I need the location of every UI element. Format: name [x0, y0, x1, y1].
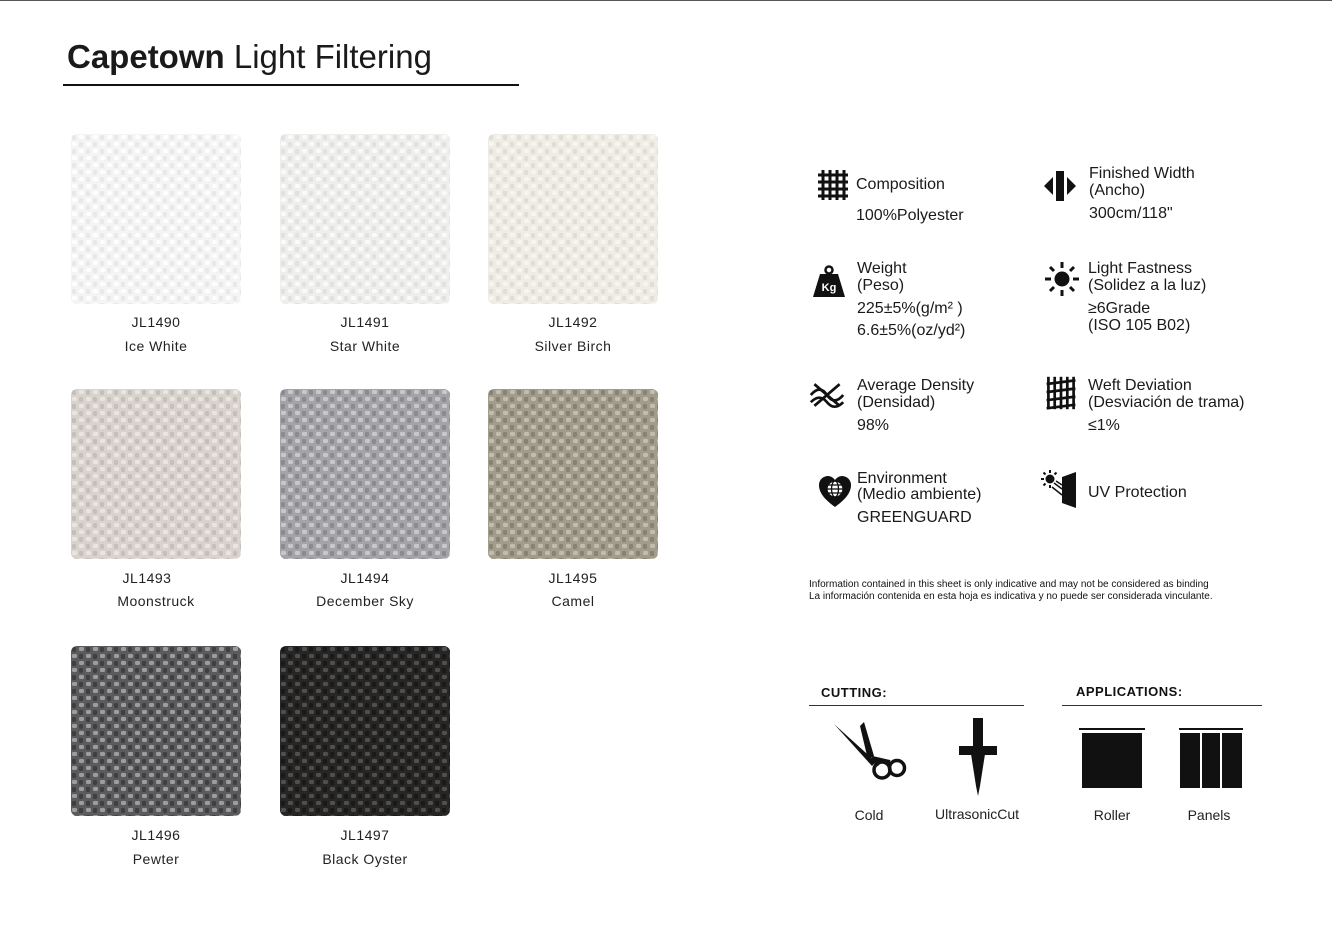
spec-sublabel: (Peso) — [857, 277, 905, 294]
heart-globe-icon — [817, 474, 853, 510]
spec-label: Environment — [857, 470, 947, 487]
swatch-code: JL1496 — [131, 827, 181, 843]
fabric-swatch-jl1497[interactable] — [280, 646, 450, 816]
spec-label: Finished Width — [1089, 165, 1195, 182]
swatch-code: JL1490 — [131, 314, 181, 330]
fabric-texture — [280, 134, 450, 304]
applications-title: APPLICATIONS: — [1076, 684, 1183, 699]
title-bold: Capetown — [67, 38, 225, 75]
fabric-texture — [488, 389, 658, 559]
swatch-code: JL1493 — [122, 570, 172, 586]
spec-finished-width — [1089, 165, 1195, 222]
swatch-name: Pewter — [132, 851, 180, 867]
spec-label: Weight — [857, 260, 907, 277]
width-arrows-icon — [1042, 168, 1078, 204]
swatch-name: Moonstruck — [117, 593, 195, 609]
spec-label: Weft Deviation — [1088, 377, 1192, 394]
spec-value: ≤1% — [1088, 417, 1120, 434]
swatch-code: JL1491 — [340, 314, 390, 330]
uv-window-icon — [1040, 469, 1080, 509]
spec-value: 100%Polyester — [856, 207, 964, 224]
swatch-name: December Sky — [316, 593, 414, 609]
fabric-swatch-jl1493[interactable] — [71, 389, 241, 559]
top-border — [0, 0, 1332, 1]
spec-value: (ISO 105 B02) — [1088, 317, 1191, 334]
fabric-swatch-jl1496[interactable] — [71, 646, 241, 816]
fabric-swatch-jl1494[interactable] — [280, 389, 450, 559]
cutting-ultrasonic-label: UltrasonicCut — [934, 806, 1020, 822]
density-weave-icon — [809, 377, 845, 413]
swatch-code: JL1492 — [548, 314, 598, 330]
spec-label: Average Density — [857, 377, 975, 394]
spec-environment — [857, 472, 982, 526]
spec-sublabel: (Ancho) — [1089, 182, 1146, 199]
disclaimer-es: La información contenida en esta hoja es indicativa y no puede ser considerada vinculante. — [809, 591, 1213, 602]
cutting-rule — [809, 705, 1024, 706]
title-underline — [63, 84, 519, 86]
spec-value: 300cm/118" — [1089, 205, 1173, 222]
swatch-name: Star White — [329, 338, 401, 354]
fabric-texture — [71, 646, 241, 816]
swatch-name: Silver Birch — [534, 338, 612, 354]
spec-light-fastness — [1088, 260, 1206, 334]
spec-uv-protection — [1088, 484, 1187, 501]
fabric-swatch-jl1490[interactable] — [71, 134, 241, 304]
fabric-texture — [71, 134, 241, 304]
grid-icon — [815, 167, 851, 203]
spec-density — [857, 377, 974, 434]
cutting-cold-label: Cold — [854, 807, 884, 823]
scissors-icon — [830, 720, 908, 782]
sun-icon — [1044, 261, 1080, 297]
page-title — [67, 38, 432, 76]
panels-icon — [1179, 726, 1243, 790]
application-roller-label: Roller — [1093, 807, 1131, 823]
fabric-swatch-jl1495[interactable] — [488, 389, 658, 559]
spec-sublabel: (Medio ambiente) — [857, 486, 982, 503]
swatch-code: JL1494 — [340, 570, 390, 586]
swatch-name: Camel — [551, 593, 595, 609]
spec-value: 98% — [857, 417, 890, 434]
spec-value: GREENGUARD — [857, 509, 972, 526]
fabric-texture — [280, 389, 450, 559]
fabric-texture — [71, 389, 241, 559]
ultrasonic-cutter-icon — [955, 716, 1001, 798]
weight-kg-icon — [811, 264, 847, 300]
cutting-title: CUTTING: — [821, 685, 888, 700]
swatch-name: Ice White — [124, 338, 188, 354]
spec-sublabel: (Solidez a la luz) — [1088, 277, 1207, 294]
spec-label: Light Fastness — [1088, 260, 1193, 277]
application-panels-label: Panels — [1187, 807, 1231, 823]
fabric-texture — [488, 134, 658, 304]
spec-weft-deviation — [1088, 377, 1245, 434]
spec-label: UV Protection — [1088, 484, 1187, 501]
spec-value: 225±5%(g/m² ) — [857, 300, 963, 317]
swatch-code: JL1495 — [548, 570, 598, 586]
fabric-swatch-jl1491[interactable] — [280, 134, 450, 304]
spec-sublabel: (Densidad) — [857, 394, 936, 411]
swatch-code: JL1497 — [340, 827, 390, 843]
roller-blind-icon — [1079, 726, 1145, 790]
spec-value: 6.6±5%(oz/yd²) — [857, 322, 966, 339]
spec-label: Composition — [856, 176, 945, 193]
spec-value: ≥6Grade — [1088, 300, 1151, 317]
title-light: Light Filtering — [233, 38, 432, 75]
disclaimer-en: Information contained in this sheet is only indicative and may not be considered as binding — [809, 579, 1209, 590]
fabric-texture — [280, 646, 450, 816]
spec-composition — [856, 176, 964, 224]
spec-weight — [857, 260, 965, 339]
fabric-swatch-jl1492[interactable] — [488, 134, 658, 304]
swatch-name: Black Oyster — [322, 851, 408, 867]
disclaimer — [809, 579, 1213, 603]
weft-icon — [1043, 375, 1079, 411]
applications-rule — [1062, 705, 1262, 706]
spec-sublabel: (Desviación de trama) — [1088, 394, 1245, 411]
